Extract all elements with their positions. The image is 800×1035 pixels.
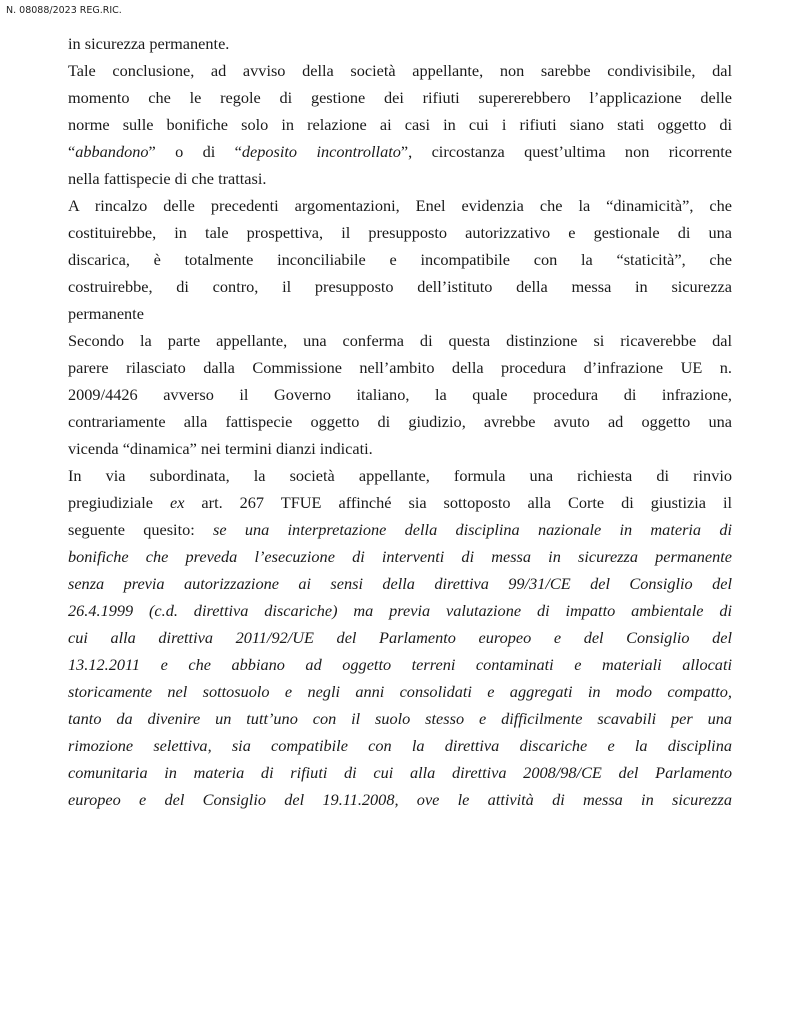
text-line: vicenda “dinamica” nei termini dianzi indicati. — [68, 439, 373, 458]
text-segment: pregiudiziale — [68, 493, 170, 512]
text-line: europeo e del Consiglio del 19.11.2008, ove le attività di messa in sicurezza — [68, 790, 732, 809]
text-line: tanto da divenire un tutt’uno con il suolo stesso e difficilmente scavabili per una — [68, 709, 732, 728]
text-line: bonifiche che preveda l’esecuzione di interventi di messa in sicurezza permanente — [68, 547, 732, 566]
text-line: nella fattispecie di che trattasi. — [68, 169, 267, 188]
text-line: rimozione selettiva, sia compatibile con la direttiva discariche e la disciplina — [68, 736, 732, 755]
text-line: storicamente nel sottosuolo e negli anni consolidati e aggregati in modo compatto, — [68, 682, 732, 701]
text-line — [68, 489, 732, 516]
text-line: comunitaria in materia di rifiuti di cui alla direttiva 2008/98/CE del Parlamento — [68, 763, 732, 782]
text-line: Secondo la parte appellante, una conferma di questa distinzione si ricaverebbe dal — [68, 331, 732, 350]
text-line: Tale conclusione, ad avviso della società appellante, non sarebbe condivisibile, dal — [68, 61, 732, 80]
text-segment: abbandono — [75, 142, 149, 161]
text-line: costituirebbe, in tale prospettiva, il presupposto autorizzativo e gestionale di una — [68, 223, 732, 242]
text-line: in sicurezza permanente. — [68, 34, 230, 53]
text-line: discarica, è totalmente inconciliabile e incompatibile con la “staticità”, che — [68, 250, 732, 269]
text-line: costruirebbe, di contro, il presupposto dell’istituto della messa in sicurezza — [68, 277, 732, 296]
text-line: permanente — [68, 304, 144, 323]
text-line: contrariamente alla fattispecie oggetto di giudizio, avrebbe avuto ad oggetto una — [68, 412, 732, 431]
text-segment: seguente quesito: — [68, 520, 214, 539]
text-line: A rincalzo delle precedenti argomentazioni, Enel evidenzia che la “dinamicità”, che — [68, 196, 732, 215]
text-line — [68, 516, 732, 543]
text-line: 26.4.1999 (c.d. direttiva discariche) ma previa valutazione di impatto ambientale di — [68, 601, 732, 620]
text-line — [68, 138, 732, 165]
text-line: In via subordinata, la società appellante, formula una richiesta di rinvio — [68, 466, 732, 485]
document-body — [68, 30, 732, 813]
register-number-header: N. 08088/2023 REG.RIC. — [6, 5, 122, 16]
text-line: norme sulle bonifiche solo in relazione ai casi in cui i rifiuti siano stati oggetto di — [68, 115, 732, 134]
text-segment: se una interpretazione della disciplina nazionale in materia di — [213, 520, 732, 539]
text-segment: ex — [169, 493, 185, 512]
text-line: parere rilasciato dalla Commissione nell’ambito della procedura d’infrazione UE n. — [68, 358, 732, 377]
text-segment: “ — [68, 142, 76, 161]
text-segment: art. 267 TFUE affinché sia sottoposto alla Corte di giustizia il — [184, 493, 732, 512]
text-segment: ”, circostanza quest’ultima non ricorrente — [400, 142, 732, 161]
text-line: cui alla direttiva 2011/92/UE del Parlamento europeo e del Consiglio del — [68, 628, 732, 647]
text-segment: deposito incontrollato — [241, 142, 401, 161]
text-segment: ” o di “ — [148, 142, 242, 161]
text-line: senza previa autorizzazione ai sensi della direttiva 99/31/CE del Consiglio del — [68, 574, 732, 593]
text-line: momento che le regole di gestione dei rifiuti supererebbero l’applicazione delle — [68, 88, 732, 107]
text-line: 2009/4426 avverso il Governo italiano, la quale procedura di infrazione, — [68, 385, 732, 404]
text-line: 13.12.2011 e che abbiano ad oggetto terreni contaminati e materiali allocati — [68, 655, 732, 674]
